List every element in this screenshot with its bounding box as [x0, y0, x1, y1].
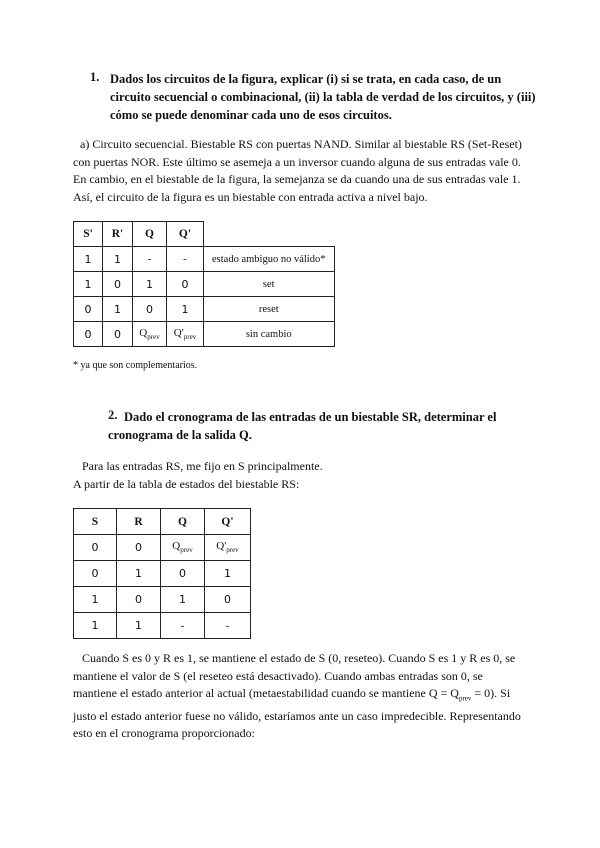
cell-r: 1 — [103, 247, 133, 272]
cell-r: 0 — [117, 535, 161, 561]
answer-a-line: En cambio, en el biestable de la figura, la semejanza se da cuando una de sus entradas vale 1. — [73, 172, 521, 186]
cell-q: - — [161, 613, 205, 639]
cell-s: 0 — [74, 561, 117, 587]
cell-s: 1 — [74, 613, 117, 639]
cell-r: 1 — [103, 297, 133, 322]
cell-r: 0 — [117, 587, 161, 613]
col-header-s-prime: S' — [74, 222, 103, 247]
cell-q-prime: 0 — [167, 272, 204, 297]
table-row — [74, 297, 335, 322]
cell-q-prime — [205, 535, 251, 561]
q-prime-symbol: Q' — [173, 326, 184, 339]
cell-q — [161, 535, 205, 561]
cell-q — [133, 322, 167, 347]
table-row — [74, 272, 335, 297]
question-1-line: cómo se puede denominar cada uno de esos circuitos. — [110, 108, 392, 122]
cell-r: 0 — [103, 272, 133, 297]
intro-2-line: Para las entradas RS, me fijo en S principalmente. — [82, 459, 323, 473]
cell-q: 0 — [133, 297, 167, 322]
state-table-2 — [73, 508, 251, 639]
cell-note: reset — [204, 297, 335, 322]
q-symbol: Q — [172, 540, 181, 553]
cell-s: 0 — [74, 535, 117, 561]
question-1-line: Dados los circuitos de la figura, explicar (i) si se trata, en cada caso, de un — [110, 72, 502, 86]
question-1-text — [110, 70, 540, 124]
cell-note: sin cambio — [204, 322, 335, 347]
conclusion-line: esto en el cronograma proporcionado: — [73, 726, 255, 741]
cell-s: 0 — [74, 322, 103, 347]
col-header-q: Q — [133, 222, 167, 247]
cell-r: 1 — [117, 561, 161, 587]
truth-table-1 — [73, 221, 335, 347]
table-row — [74, 587, 251, 613]
col-header-q: Q — [161, 509, 205, 535]
question-1-line: circuito secuencial o combinacional, (ii) la tabla de verdad de los circuitos, y (iii) — [110, 90, 536, 104]
cell-q-prime: - — [205, 613, 251, 639]
cell-q-prime — [167, 322, 204, 347]
cell-r: 1 — [117, 613, 161, 639]
cell-s: 1 — [74, 272, 103, 297]
cell-q-prime: 1 — [205, 561, 251, 587]
cell-q-prime: - — [167, 247, 204, 272]
cell-note: estado ambiguo no válido* — [204, 247, 335, 272]
answer-a-line: Así, el circuito de la figura es un biestable con entrada activa a nivel bajo. — [73, 189, 428, 204]
conclusion-line: justo el estado anterior fuese no válido, estaríamos ante un caso impredecible. Representando — [73, 708, 521, 723]
q-symbol: Q — [139, 326, 148, 339]
q-prime-symbol: Q' — [216, 540, 227, 553]
cell-note: set — [204, 272, 335, 297]
conclusion-text: = 0). Si — [471, 686, 511, 700]
cell-q: - — [133, 247, 167, 272]
q-subscript: prev — [180, 546, 193, 555]
question-2-line: Dado el cronograma de las entradas de un biestable SR, determinar el — [124, 410, 497, 424]
cell-q-prime: 0 — [205, 587, 251, 613]
answer-a-paragraph — [73, 136, 553, 206]
col-header-r: R — [117, 509, 161, 535]
cell-q-prime: 1 — [167, 297, 204, 322]
footnote: * ya que son complementarios. — [73, 360, 198, 371]
table-header-row — [74, 222, 335, 247]
col-header-q-prime: Q' — [205, 509, 251, 535]
conclusion-line: Cuando S es 0 y R es 1, se mantiene el estado de S (0, reseteo). Cuando S es 1 y R es 0, se — [82, 651, 516, 665]
table-row — [74, 535, 251, 561]
conclusion-line — [73, 685, 553, 708]
table-row — [74, 247, 335, 272]
table-row — [74, 613, 251, 639]
cell-q: 1 — [133, 272, 167, 297]
conclusion-subscript: prev — [458, 694, 472, 703]
col-header-q-prime: Q' — [167, 222, 204, 247]
intro-2-line: A partir de la tabla de estados del biestable RS: — [73, 476, 300, 491]
intro-2-paragraph — [73, 458, 553, 493]
conclusion-paragraph — [73, 650, 553, 743]
cell-s: 0 — [74, 297, 103, 322]
conclusion-line: mantiene el valor de S (el reseteo está desactivado). Cuando ambas entradas son 0, se — [73, 668, 483, 683]
question-2-line: cronograma de la salida Q. — [108, 428, 252, 442]
answer-a-line: a) Circuito secuencial. Biestable RS con puertas NAND. Similar al biestable RS (Set-Reset) — [80, 137, 522, 151]
table-header-row — [74, 509, 251, 535]
question-2-number: 2. — [108, 408, 118, 422]
table-row — [74, 561, 251, 587]
answer-a-line: con puertas NOR. Este último se asemeja a un inversor cuando alguna de sus entradas vale 0. — [73, 154, 521, 169]
cell-q: 0 — [161, 561, 205, 587]
q-prime-subscript: prev — [226, 546, 239, 555]
conclusion-text: mantiene el estado anterior al actual (metaestabilidad cuando se mantiene Q = Q — [73, 686, 459, 700]
col-header-s: S — [74, 509, 117, 535]
col-header-r-prime: R' — [103, 222, 133, 247]
q-prime-subscript: prev — [183, 333, 197, 342]
cell-r: 0 — [103, 322, 133, 347]
cell-s: 1 — [74, 587, 117, 613]
cell-q: 1 — [161, 587, 205, 613]
q-subscript: prev — [147, 333, 160, 342]
table-row — [74, 322, 335, 347]
question-2-text — [108, 408, 544, 444]
question-1-number: 1. — [90, 70, 100, 84]
cell-s: 1 — [74, 247, 103, 272]
